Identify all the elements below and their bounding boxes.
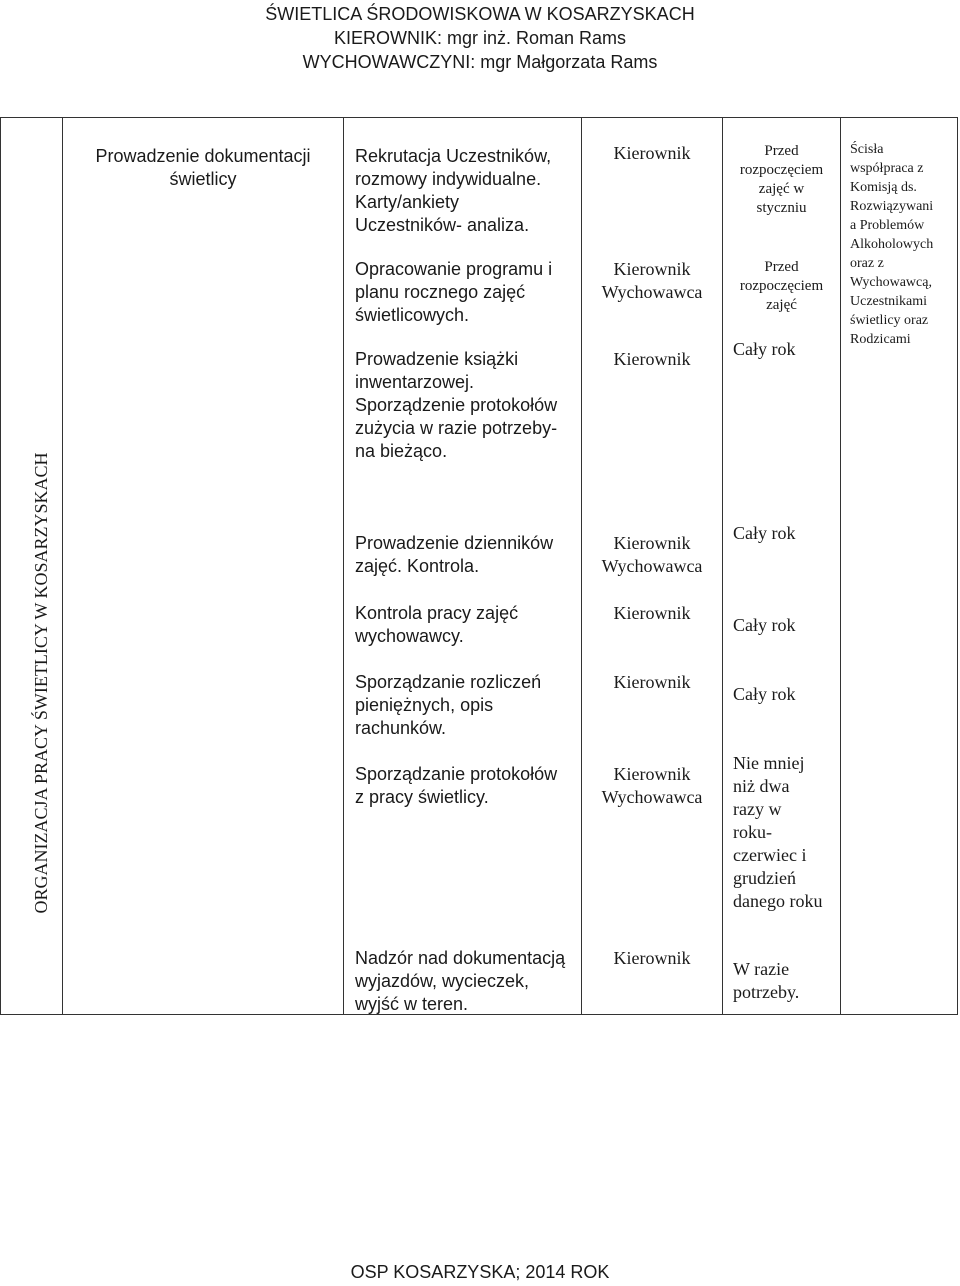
column-divider	[62, 118, 63, 1014]
vertical-table-title: ORGANIZACJA PRACY ŚWIETLICY W KOSARZYSKACH	[31, 452, 51, 914]
timing-cell: Cały rok	[733, 684, 796, 704]
task-cell: Sporządzanie protokołów z pracy świetlicy.	[355, 764, 558, 807]
work-organization-table	[0, 117, 958, 1015]
header-title: ŚWIETLICA ŚRODOWISKOWA W KOSARZYSKACH	[265, 4, 695, 24]
task-cell: Sporządzanie rozliczeń pieniężnych, opis rachunków.	[355, 672, 542, 738]
timing-cell: Cały rok	[733, 615, 796, 635]
responsible-cell: Kierownik	[613, 672, 691, 692]
task-cell: Kontrola pracy zajęć wychowawcy.	[355, 603, 519, 646]
responsible-cell: Kierownik	[613, 603, 691, 623]
category-cell: Prowadzenie dokumentacji świetlicy	[95, 146, 311, 189]
responsible-cell: Kierownik Wychowawca	[601, 259, 703, 302]
timing-cell: W razie potrzeby.	[733, 959, 800, 1002]
responsible-cell: Kierownik Wychowawca	[601, 533, 703, 576]
timing-cell: Przed rozpoczęciem zajęć w styczniu	[739, 143, 824, 216]
task-cell: Opracowanie programu i planu rocznego zajęć świetlicowych.	[355, 259, 553, 325]
header-manager: KIEROWNIK: mgr inż. Roman Rams	[333, 28, 627, 48]
timing-cell: Cały rok	[733, 523, 796, 543]
responsible-cell: Kierownik	[613, 143, 691, 163]
task-cell: Prowadzenie książki inwentarzowej. Sporządzenie protokołów zużycia w razie potrzeby- na bieżąco.	[355, 349, 558, 461]
column-divider	[343, 118, 344, 1014]
task-cell: Nadzór nad dokumentacją wyjazdów, wycieczek, wyjść w teren.	[355, 948, 566, 1014]
notes-cell: Ścisła współpraca z Komisją ds. Rozwiązywani a Problemów Alkoholowych oraz z Wychowawcą, Uczestnikami świetlicy oraz Rodzicami	[850, 142, 934, 347]
responsible-cell: Kierownik	[613, 948, 691, 968]
timing-cell: Cały rok	[733, 339, 796, 359]
header-educator: WYCHOWAWCZYNI: mgr Małgorzata Rams	[302, 52, 658, 72]
responsible-cell: Kierownik Wychowawca	[601, 764, 703, 807]
task-cell: Prowadzenie dzienników zajęć. Kontrola.	[355, 533, 554, 576]
task-cell: Rekrutacja Uczestników, rozmowy indywidualne. Karty/ankiety Uczestników- analiza.	[355, 146, 552, 235]
column-divider	[840, 118, 841, 1014]
document-header	[0, 2, 960, 74]
timing-cell: Przed rozpoczęciem zajęć	[739, 259, 824, 313]
timing-cell: Nie mniej niż dwa razy w roku- czerwiec i grudzień danego roku	[733, 753, 823, 911]
responsible-cell: Kierownik	[613, 349, 691, 369]
column-divider	[722, 118, 723, 1014]
document-footer: OSP KOSARZYSKA; 2014 ROK	[350, 1262, 610, 1282]
